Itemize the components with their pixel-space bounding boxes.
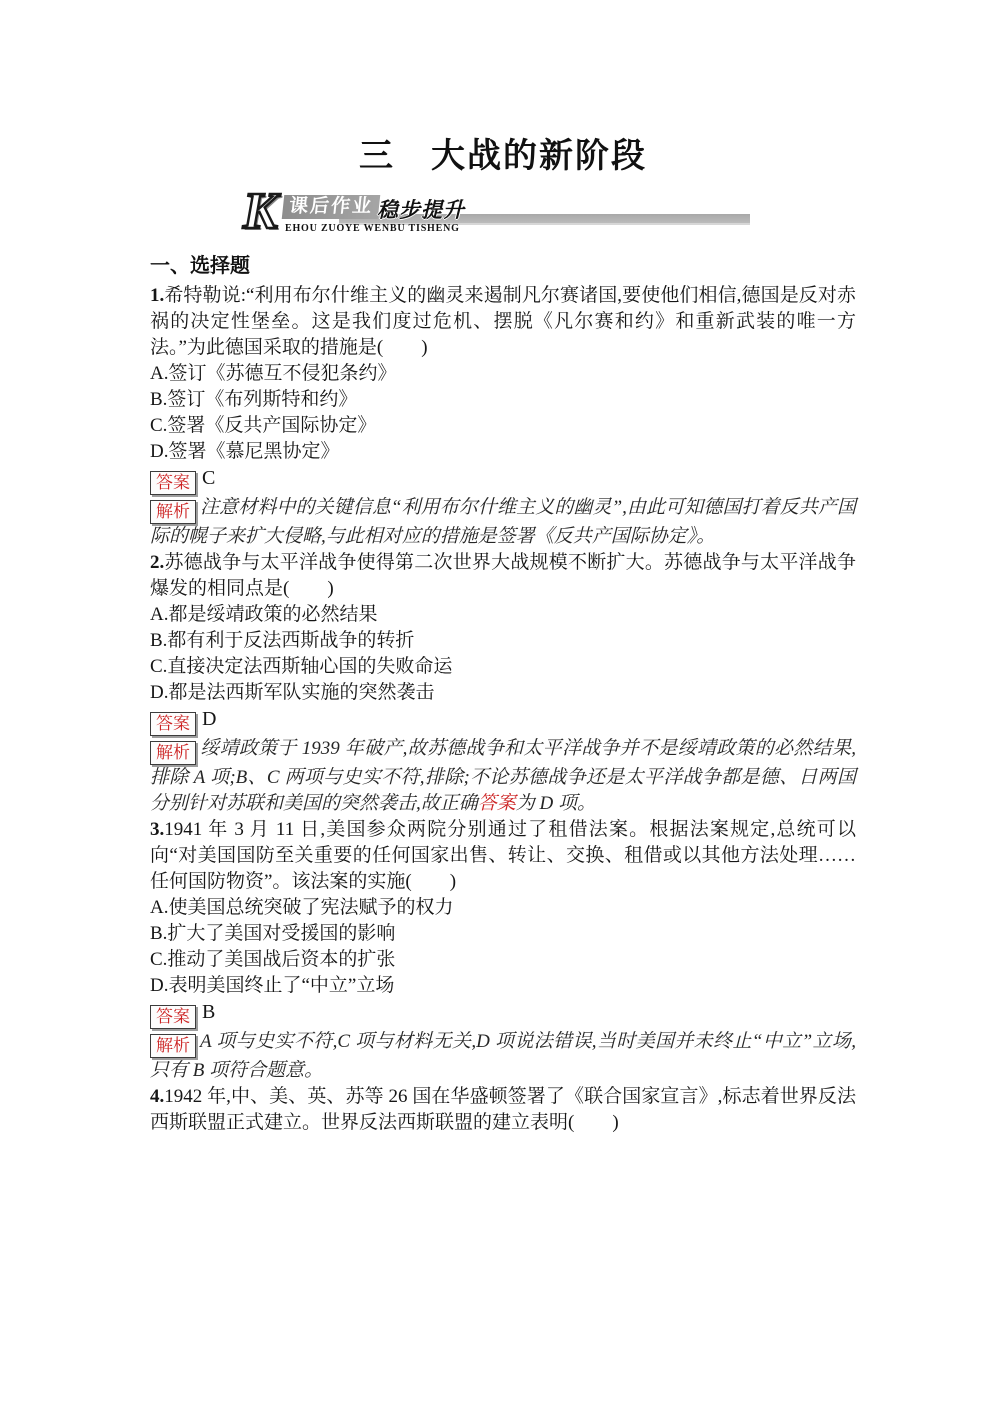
question-number: 1. bbox=[150, 285, 165, 306]
page-title: 三 大战的新阶段 bbox=[359, 137, 647, 175]
analysis-badge: 解析 bbox=[150, 500, 196, 524]
question-stem bbox=[150, 550, 856, 602]
analysis-text bbox=[150, 497, 856, 547]
question-stem-text: 希特勒说:“利用布尔什维主义的幽灵来遏制凡尔赛诸国,要使他们相信,德国是反对赤祸的决定性堡垒。这是我们度过危机、摆脱《凡尔赛和约》和重新武装的唯一方法。”为此德国采取的措施是( ) bbox=[150, 285, 856, 358]
analysis-segment: A 项与史实不符,C 项与材料无关,D 项说法错误,当时美国并未终止“中立”立场,只有 B 项符合题意。 bbox=[150, 1031, 856, 1081]
logo-k-letter: K bbox=[243, 183, 278, 240]
answer-value: C bbox=[202, 467, 216, 489]
question-number: 4. bbox=[150, 1086, 165, 1107]
analysis-text bbox=[150, 738, 856, 814]
analysis-row bbox=[150, 495, 856, 550]
question-stem-text: 1942 年,中、美、英、苏等 26 国在华盛顿签署了《联合国家宣言》,标志着世界反法西斯联盟正式建立。世界反法西斯联盟的建立表明( ) bbox=[150, 1086, 856, 1133]
option-line: A.都是绥靖政策的必然结果 bbox=[150, 604, 378, 625]
section-heading: 一、选择题 bbox=[150, 255, 250, 277]
logo-sub-text: 稳步提升 bbox=[377, 199, 465, 222]
answer-badge: 答案 bbox=[150, 1005, 196, 1029]
question-number: 2. bbox=[150, 552, 165, 573]
brand-logo bbox=[243, 183, 803, 240]
analysis-segment: 注意材料中的关键信息“利用布尔什维主义的幽灵”,由此可知德国打着反共产国际的幌子来扩大侵略,与此相对应的措施是签署《反共产国际协定》。 bbox=[150, 497, 856, 547]
option-line: D.签署《慕尼黑协定》 bbox=[150, 441, 340, 462]
answer-value: B bbox=[202, 1001, 216, 1023]
question-number: 3. bbox=[150, 819, 165, 840]
question-stem bbox=[150, 1084, 856, 1136]
answer-badge: 答案 bbox=[150, 471, 196, 495]
answer-row bbox=[150, 465, 856, 495]
analysis-segment: 为 D 项。 bbox=[515, 793, 597, 814]
option-line: B.签订《布列斯特和约》 bbox=[150, 389, 358, 410]
logo-main-text: 课后作业 bbox=[282, 195, 381, 219]
question-stem-text: 苏德战争与太平洋战争使得第二次世界大战规模不断扩大。苏德战争与太平洋战争爆发的相同点是( ) bbox=[150, 552, 856, 599]
analysis-badge: 解析 bbox=[150, 1034, 196, 1058]
option-line: D.都是法西斯军队实施的突然袭击 bbox=[150, 682, 435, 703]
analysis-red-word: 答案 bbox=[477, 793, 516, 814]
option-line: B.都有利于反法西斯战争的转折 bbox=[150, 630, 415, 651]
analysis-badge: 解析 bbox=[150, 741, 196, 765]
logo-pinyin-text: EHOU ZUOYE WENBU TISHENG bbox=[285, 223, 460, 234]
option-line: A.签订《苏德互不侵犯条约》 bbox=[150, 363, 397, 384]
answer-row bbox=[150, 999, 856, 1029]
option-line: B.扩大了美国对受援国的影响 bbox=[150, 923, 396, 944]
option-line: C.推动了美国战后资本的扩张 bbox=[150, 949, 396, 970]
option-line: A.使美国总统突破了宪法赋予的权力 bbox=[150, 897, 454, 918]
question-stem bbox=[150, 817, 856, 895]
question-stem-text: 1941 年 3 月 11 日,美国参众两院分别通过了租借法案。根据法案规定,总统可以向“对美国国防至关重要的任何国家出售、转让、交换、租借或以其他方法处理……任何国防物资”。该法案的实施( ) bbox=[150, 819, 856, 892]
question-stem bbox=[150, 283, 856, 361]
answer-value: D bbox=[202, 708, 217, 730]
analysis-text bbox=[150, 1031, 856, 1081]
question-list bbox=[150, 283, 856, 1136]
analysis-segment: 绥靖政策于 1939 年破产,故苏德战争和太平洋战争并不是绥靖政策的必然结果,排除 A 项;B、C 两项与史实不符,排除;不论苏德战争还是太平洋战争都是德、日两国分别针对苏联和美国的突然袭击,故正确 bbox=[150, 738, 856, 814]
option-line: D.表明美国终止了“中立”立场 bbox=[150, 975, 395, 996]
answer-row bbox=[150, 706, 856, 736]
analysis-row bbox=[150, 1029, 856, 1084]
answer-badge: 答案 bbox=[150, 712, 196, 736]
analysis-row bbox=[150, 736, 856, 817]
option-line: C.直接决定法西斯轴心国的失败命运 bbox=[150, 656, 453, 677]
option-line: C.签署《反共产国际协定》 bbox=[150, 415, 377, 436]
